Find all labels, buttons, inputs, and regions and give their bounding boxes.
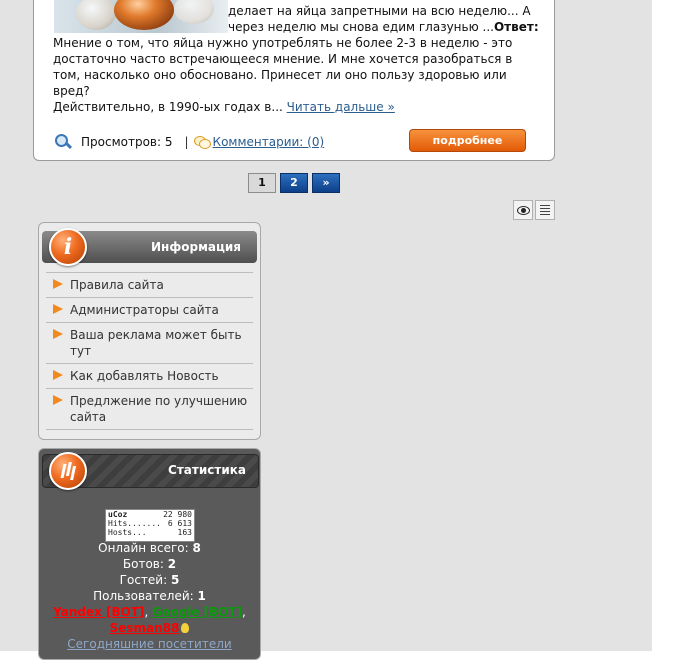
pagination	[248, 173, 340, 193]
article-text-line1: делает на яйца запретными на всю неделю... А	[228, 4, 531, 18]
yandex-bot-link[interactable]: Yandex [BOT]	[53, 605, 145, 619]
online-bots: Yandex [BOT], Google [BOT],	[53, 605, 246, 619]
info-block-title: Информация	[151, 240, 241, 254]
bots-count: Ботов: 2	[122, 557, 177, 571]
menu-item-admins[interactable]: Администраторы сайта	[46, 298, 253, 323]
today-visitors	[40, 636, 259, 652]
info-menu	[46, 272, 253, 430]
article-meta	[53, 133, 324, 151]
online-total: Онлайн всего: 8	[98, 541, 201, 555]
info-icon: i	[49, 228, 87, 266]
guests-count: Гостей: 5	[119, 573, 180, 587]
menu-item-add-news[interactable]: Как добавлять Новость	[46, 364, 253, 389]
menu-item-suggestion[interactable]: Предлжение по улучшению сайта	[46, 389, 253, 430]
stats-block-title: Статистика	[168, 463, 246, 477]
stats-text	[40, 540, 259, 652]
article-paragraph: Мнение о том, что яйца нужно употреблять не более 2-3 в неделю - это достаточно часто встречающееся мнение. И мне хочется разобраться в том, насколько оно обосновано. Принесет ли оно пользу здоровью или вред?	[53, 36, 513, 98]
ucoz-counter[interactable]: uCoz 22 980 Hits....... 6 613 Hosts... 163	[105, 509, 195, 542]
next-page-button[interactable]: »	[312, 173, 340, 193]
read-more-link[interactable]: Читать дальше »	[286, 100, 395, 114]
answer-label: Ответ:	[493, 20, 539, 34]
article-text-line2: через неделю мы снова едим глазунью ...Ответ:	[228, 20, 539, 34]
online-users	[40, 620, 259, 636]
google-bot-link[interactable]: Google [BOT]	[152, 605, 243, 619]
meta-separator: |	[184, 135, 189, 149]
comments-link[interactable]: Комментарии: (0)	[212, 135, 325, 149]
comments-icon	[194, 136, 210, 148]
magnifier-icon	[53, 133, 71, 151]
article-paragraph-2: Действительно, в 1990-ых годах в... Читать дальше »	[53, 100, 395, 114]
right-margin	[652, 0, 692, 651]
user-link[interactable]: Sesman88	[109, 621, 180, 635]
eye-icon	[517, 206, 530, 215]
arrow-icon	[53, 395, 63, 405]
users-count: Пользователей: 1	[93, 589, 206, 603]
article-thumbnail[interactable]	[54, 0, 228, 33]
arrow-icon	[53, 304, 63, 314]
today-visitors-link[interactable]: Сегодняшние посетители	[67, 637, 232, 651]
bulb-icon	[181, 623, 189, 633]
list-mode-button[interactable]	[535, 200, 555, 220]
arrow-icon	[53, 370, 63, 380]
arrow-icon	[53, 279, 63, 289]
menu-item-advertising[interactable]: Ваша реклама может быть тут	[46, 323, 253, 364]
stats-icon	[49, 452, 87, 490]
arrow-icon	[53, 329, 63, 339]
menu-item-rules[interactable]: Правила сайта	[46, 272, 253, 298]
views-count: Просмотров: 5	[81, 135, 173, 149]
more-button[interactable]: подробнее	[409, 129, 526, 152]
list-icon	[540, 205, 550, 215]
page-current: 1	[248, 173, 276, 193]
view-mode-button[interactable]	[513, 200, 533, 220]
page-2-button[interactable]: 2	[280, 173, 308, 193]
view-tools	[513, 200, 555, 220]
